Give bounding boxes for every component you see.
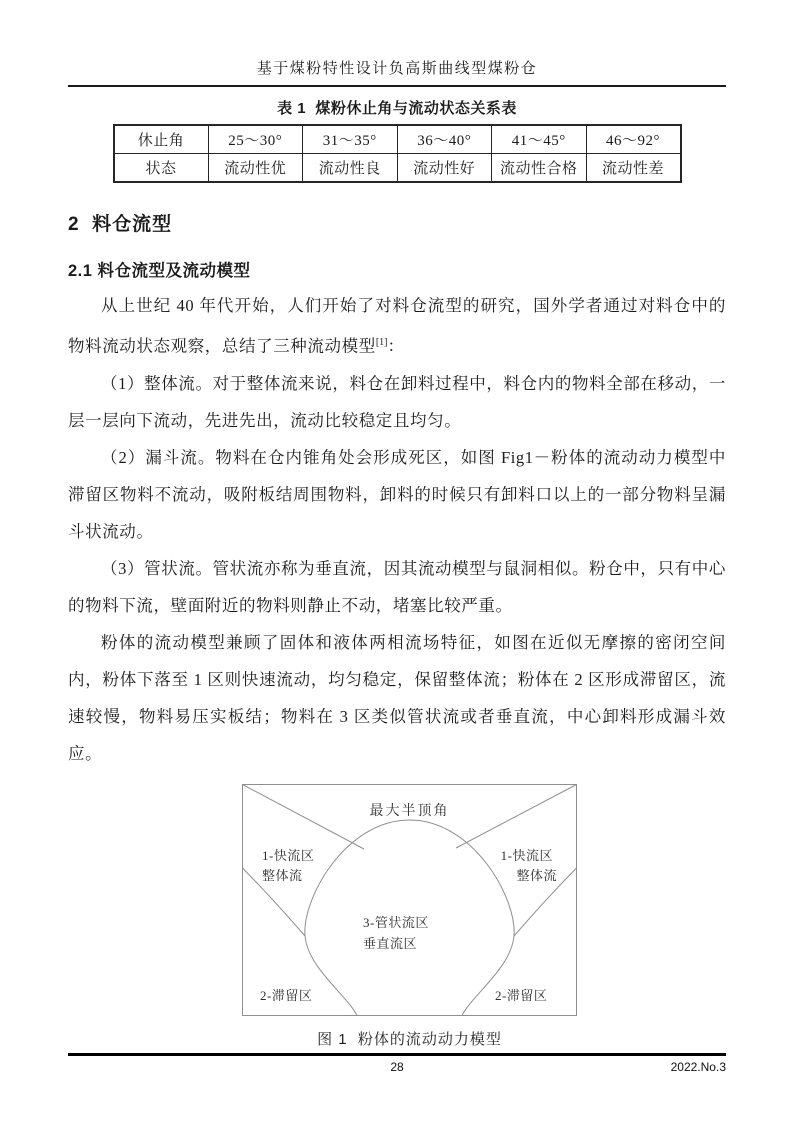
section-heading: 2 料仓流型 <box>68 214 173 235</box>
table-cell: 36～40° <box>397 125 492 154</box>
table-caption: 表 1 煤粉休止角与流动状态关系表 <box>277 100 517 117</box>
subsection-heading: 2.1 料仓流型及流动模型 <box>68 262 251 280</box>
table-cell: 休止角 <box>114 125 209 154</box>
running-title: 基于煤粉特性设计负高斯曲线型煤粉仓 <box>256 61 538 77</box>
label-zone1-right-line1: 1-快流区 <box>500 847 553 863</box>
paragraph-mass-flow: （1）整体流。对于整体流来说，料仓在卸料过程中，料仓内的物料全部在移动，一层一层向下流动，先进先出，流动比较稳定且均匀。 <box>68 373 726 430</box>
table-cell: 流动性良 <box>303 154 398 183</box>
diagonal-line-left <box>243 784 365 849</box>
label-zone1-left-line1: 1-快流区 <box>262 847 315 863</box>
flow-model-figure <box>242 784 577 1016</box>
table-cell: 流动性合格 <box>492 154 587 183</box>
paragraph-intro <box>68 287 726 365</box>
paragraph-funnel-flow: （2）漏斗流。物料在仓内锥角处会形成死区，如图 Fig1－粉体的流动动力模型中滞留区物料不流动，吸附板结周围物料，卸料的时候只有卸料口以上的一部分物料呈漏斗状流动。 <box>68 447 726 541</box>
label-max-half-angle: 最大半顶角 <box>369 803 450 819</box>
table-cell: 25～30° <box>208 125 303 154</box>
intro-text: 从上世纪 40 年代开始，人们开始了对料仓流型的研究，国外学者通过对料仓中的物料流动状态观察，总结了三种流动模型 <box>68 296 726 356</box>
diagonal-line-right <box>456 784 577 848</box>
table-row <box>114 125 681 154</box>
figure-frame <box>243 784 577 1015</box>
table-cell: 46～92° <box>586 125 681 154</box>
body-text <box>68 287 726 772</box>
intro-colon: ： <box>387 336 405 356</box>
figure-caption: 图 1 粉体的流动动力模型 <box>317 1030 502 1048</box>
table-cell: 状态 <box>114 154 209 183</box>
label-zone2-left: 2-滞留区 <box>260 987 313 1003</box>
footer-row <box>68 1060 726 1074</box>
label-zone3-line2: 垂直流区 <box>363 935 418 951</box>
paragraph-flow-model: 粉体的流动模型兼顾了固体和液体两相流场特征，如图在近似无摩擦的密闭空间内，粉体下落至 1 区则快速流动，均匀稳定，保留整体流；粉体在 2 区形成滞留区，流速较慢，物料易压实板结；物料在 3 区类似管状流或者垂直流，中心卸料形成漏斗效应。 <box>68 632 726 763</box>
table-cell: 流动性差 <box>586 154 681 183</box>
table-cell: 流动性好 <box>397 154 492 183</box>
header-rule <box>68 85 726 87</box>
label-zone1-left-line2: 整体流 <box>262 867 303 883</box>
angle-flow-table <box>113 124 682 183</box>
table-cell: 31～35° <box>303 125 398 154</box>
flow-model-diagram <box>242 784 577 1016</box>
footer-rule <box>68 1053 726 1056</box>
table-cell: 流动性优 <box>208 154 303 183</box>
page-footer <box>68 1053 726 1074</box>
reference-marker: [1] <box>375 337 388 348</box>
issue-label: 2022.No.3 <box>670 1060 726 1074</box>
label-zone1-right-line2: 整体流 <box>516 867 557 883</box>
paragraph-pipe-flow: （3）管状流。管状流亦称为垂直流，因其流动模型与鼠洞相似。粉仓中，只有中心的物料下流，壁面附近的物料则静止不动，堵塞比较严重。 <box>68 558 726 615</box>
table-cell: 41～45° <box>492 125 587 154</box>
label-zone2-right: 2-滞留区 <box>495 987 548 1003</box>
label-zone3-line1: 3-管状流区 <box>363 914 429 930</box>
table-row <box>114 154 681 183</box>
page-number: 28 <box>390 1060 404 1074</box>
